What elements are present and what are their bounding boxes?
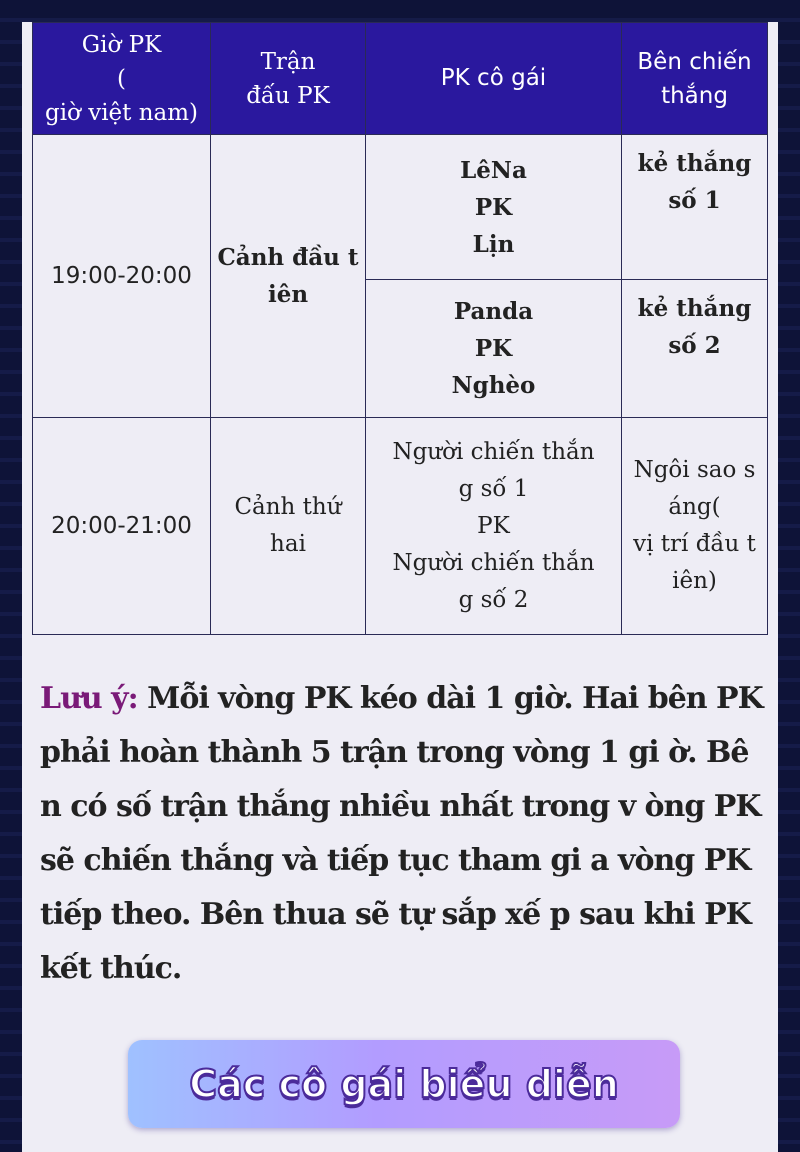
note-text: Mỗi vòng PK kéo dài 1 giờ. Hai bên PK phải hoàn thành 5 trận trong vòng 1 gi ờ. Bên có số trận thắng nhiều nhất trong v òng PK sẽ chiến thắng và tiếp tục tham gi a vòng PK tiếp theo. Bên thua sẽ tự sắp xế p sau khi PK kết thúc. [40,681,763,986]
match-winner-1: kẻ thắng số 1 [622,135,768,280]
header-girls: PK cô gái [366,23,622,135]
performing-girls-button[interactable]: Các cô gái biểu diễn [128,1040,680,1128]
match-girls-1: LêNa PK Lịn [366,135,622,280]
time-slot-2: 20:00-21:00 [33,418,211,635]
header-winner: Bên chiến thắng [622,23,768,135]
note-label: Lưu ý: [40,681,138,716]
header-time: Giờ PK ( giờ việt nam) [33,23,211,135]
table-row [33,135,768,280]
header-match: Trận đấu PK [211,23,366,135]
match-girls-2: Panda PK Nghèo [366,280,622,418]
pk-schedule-table [32,22,768,635]
round-1: Cảnh đầu t iên [211,135,366,418]
round-2: Cảnh thứ hai [211,418,366,635]
match-girls-3: Người chiến thắn g số 1 PK Người chiến thắn g số 2 [366,418,622,635]
schedule-panel [22,22,778,1152]
table-row [33,418,768,635]
match-winner-2: kẻ thắng số 2 [622,280,768,418]
table-header-row [33,23,768,135]
match-winner-3: Ngôi sao s áng( vị trí đầu t iên) [622,418,768,635]
time-slot-1: 19:00-20:00 [33,135,211,418]
rules-note [40,672,768,996]
